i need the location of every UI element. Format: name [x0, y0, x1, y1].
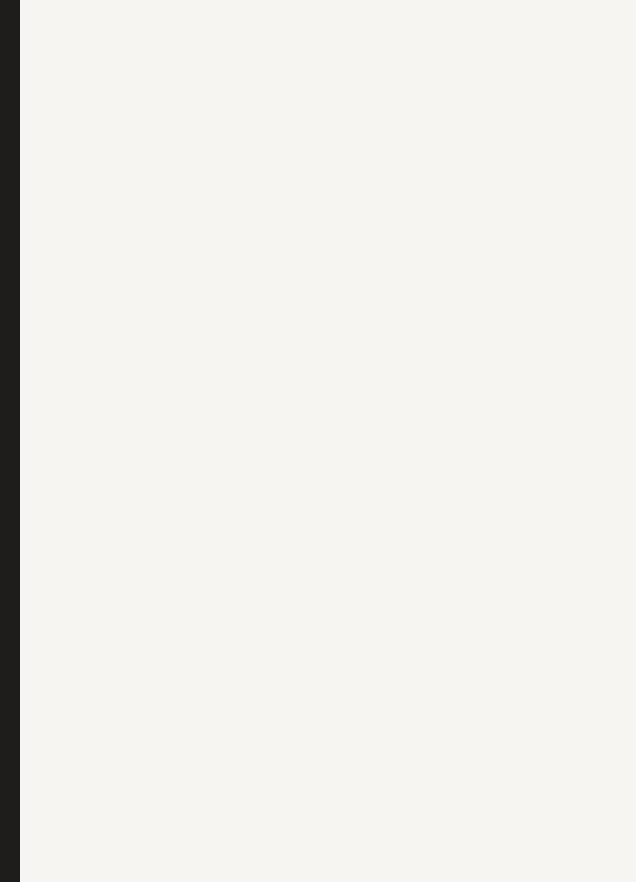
document-page: [20, 0, 636, 882]
